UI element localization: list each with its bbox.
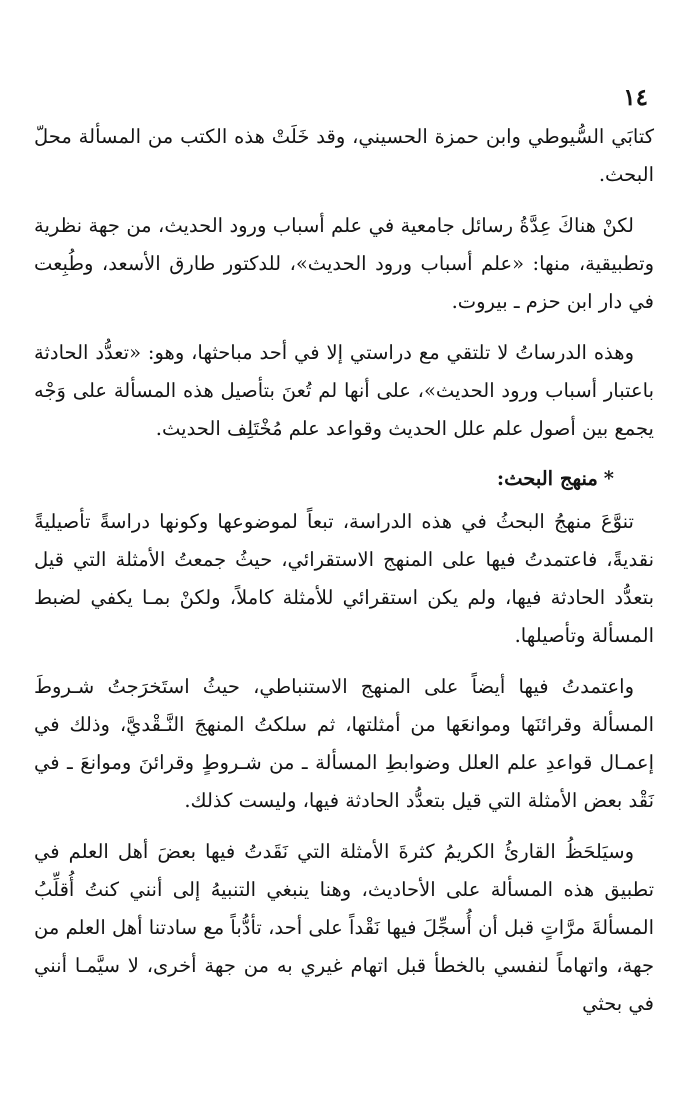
paragraph-critique-note: وسيَلحَظُ القارئُ الكريمُ كثرةَ الأمثلة التي نَقَدتُ فيها بعضَ أهل العلم في تطبيق هذه المسألة على الأحاديث، وهنا ينبغي التنبيهُ إلى أنني كنتُ أُقلِّبُ المسألةَ مرَّاتٍ قبل أن أُسجِّلَ فيها نَقْداً على أحد، تأدُّباً مع سادتنا أهل العلم من جهة، واتهاماً لنفسي بالخطأ قبل اتهام غيري به من جهة أخرى، لا سيَّمـا أنني في بحثي: [34, 840, 654, 1015]
paragraph-studies-scope: وهذه الدرساتُ لا تلتقي مع دراستي إلا في أحد مباحثها، وهو: «تعدُّد الحادثة باعتبار أسباب ورود الحديث»، على أنها لم تُعنَ بتأصيل هذه المسألة على وَجْه يجمع بين أصول علم علل الحديث وقواعد علم مُخْتَلِف الحديث.: [34, 341, 654, 440]
paragraph-university-theses: لكنْ هناكَ عِدَّةُ رسائل جامعية في علم أسباب ورود الحديث، من جهة نظرية وتطبيقية، منها: «علم أسباب ورود الحديث»، للدكتور طارق الأسعد، وطُبِعت في دار ابن حزم ـ بيروت.: [34, 214, 654, 313]
paragraph-deductive-method: واعتمدتُ فيها أيضاً على المنهج الاستنباطي، حيثُ استَخرَجتُ شـروطَ المسألة وقرائنَها وموانعَها من أمثلتها، ثم سلكتُ المنهجَ النَّـقْديَّ، وذلك في إعمـال قواعدِ علم العلل وضوابطِ المسألة ـ من شـروطٍ وقرائنَ وموانعَ ـ في نَقْد بعض الأمثلة التي قيل بتعدُّد الحادثة فيها، وليست كذلك.: [34, 675, 654, 812]
paragraph-intro-continuation: كتابَي السُّيوطي وابن حمزة الحسيني، وقد خَلَتْ هذه الكتب من المسألة محلّ البحث.: [34, 125, 654, 186]
document-page: [34, 80, 654, 1036]
asterisk-icon: *: [603, 467, 614, 490]
section-heading-research-method: [34, 461, 654, 497]
paragraph-inductive-method: تنوَّعَ منهجُ البحثُ في هذه الدراسة، تبعاً لموضوعها وكونها دراسةً تأصيليةً نقديةً، فاعتمدتُ فيها على المنهج الاستقرائي، حيثُ جمعتُ الأمثلة التي قيل بتعدُّد الحادثة فيها، ولم يكن استقرائي للأمثلة كاملاً، ولكنْ بمـا يكفي لضبط المسألة وتأصيلها.: [34, 510, 654, 647]
section-heading-text: منهج البحث:: [496, 467, 598, 490]
page-number: ١٤: [623, 84, 648, 111]
